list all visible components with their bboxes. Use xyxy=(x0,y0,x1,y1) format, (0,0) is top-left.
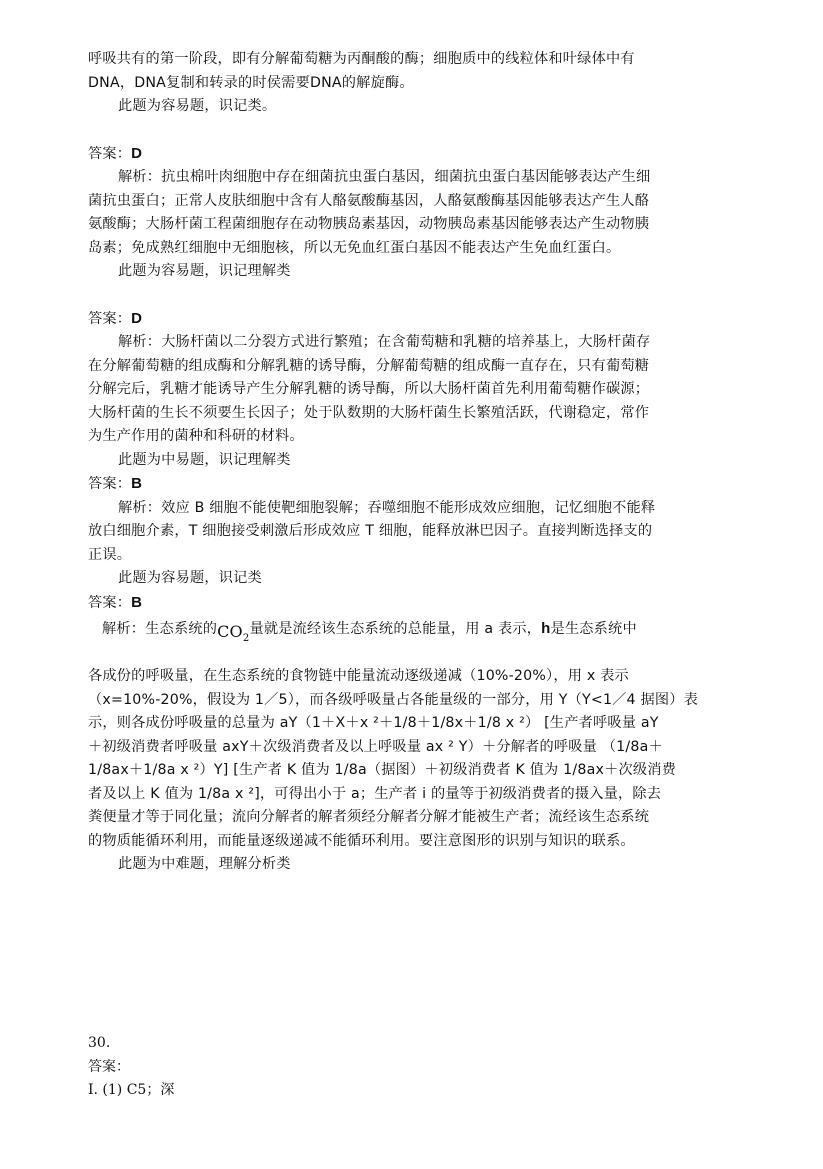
answer-label: 答案： xyxy=(88,1058,130,1075)
analysis-line: 粪便量才等于同化量；流向分解者的解者须经分解者分解才能被生产者；流经该生态系统 xyxy=(88,809,650,826)
document-body xyxy=(88,48,718,877)
co2-formula xyxy=(217,622,250,645)
analysis-line: 氨酸酶；大肠杆菌工程菌细胞存在动物胰岛素基因，动物胰岛素基因能够表达产生动物胰 xyxy=(88,216,650,232)
analysis-line: 为生产作用的菌种和科研的材料。 xyxy=(88,428,304,444)
analysis-text: 解析：生态系统的 xyxy=(102,621,218,637)
analysis-line: 分解完后，乳糖才能诱导产生分解乳糖的诱导酶，所以大肠杆菌首先利用葡萄糖作碳源； xyxy=(88,381,650,397)
co2-subscript: 2 xyxy=(242,633,250,645)
analysis-line: 1/8ax＋1/8a x ²）Y] [生产者 K 值为 1/8a（据图）＋初级消费者 K 值为 1/8ax＋次级消费 xyxy=(88,762,677,779)
answer-line xyxy=(88,591,718,616)
answer-first-line: I. (1) C5；深 xyxy=(88,1082,175,1098)
analysis-line: 菌抗虫蛋白；正常人皮肤细胞中含有人酪氨酸酶基因，人酪氨酸酶基因能够表达产生人酪 xyxy=(88,192,650,209)
h-letter: h xyxy=(541,620,551,637)
analysis-line: 大肠杆菌的生长不须要生长因子；处于队数期的大肠杆菌生长繁殖活跃，代谢稳定，常作 xyxy=(88,404,650,421)
analysis-line: （x=10%-20%，假设为 1／5），而各级呼吸量占各能量级的一部分，用 Y（Y<1／4 据图）表 xyxy=(88,691,699,708)
analysis-line: 岛素；免成熟红细胞中无细胞核，所以无免血红蛋白基因不能表达产生免血红蛋白。 xyxy=(88,239,621,256)
answer-line xyxy=(88,142,718,167)
question-number: 30. xyxy=(88,1035,111,1051)
analysis-line: 的物质能循环利用，而能量逐级递减不能循环利用。要注意图形的识别与知识的联系。 xyxy=(88,832,635,849)
analysis-line: 示，则各成份呼吸量的总量为 aY（1＋X＋x ²＋1/8＋1/8x＋1/8 x ²） [生产者呼吸量 aY xyxy=(88,715,659,732)
answer-label: 答案： xyxy=(88,476,132,492)
analysis-line: ＋初级消费者呼吸量 axY＋次级消费者及以上呼吸量 ax ² Y）＋分解者的呼吸量 （1/8a＋ xyxy=(88,738,663,755)
analysis-line: 者及以上 K 值为 1/8a x ²]，可得出小于 a；生产者 i 的量等于初级消费者的摄入量，除去 xyxy=(88,785,662,802)
answer-value: B xyxy=(131,475,143,492)
answer-line xyxy=(88,472,718,497)
difficulty-note: 此题为中难题，理解分析类 xyxy=(118,856,291,873)
answer-value: B xyxy=(131,593,143,611)
question-30 xyxy=(88,1032,174,1103)
answer-value: D xyxy=(131,144,143,162)
text-line: 呼吸共有的第一阶段，即有分解葡萄糖为丙酮酸的酶；细胞质中的线粒体和叶绿体中有 xyxy=(88,51,635,67)
difficulty-note: 此题为容易题，识记理解类 xyxy=(118,263,291,279)
analysis-text: 是生态系统中 xyxy=(550,621,637,637)
analysis-line: 解析：效应 B 细胞不能使靶细胞裂解；吞噬细胞不能形成效应细胞，记忆细胞不能释 xyxy=(118,499,656,516)
difficulty-note: 此题为容易题，识记类。 xyxy=(118,98,277,114)
analysis-line: 放白细胞介素，T 细胞接受刺激后形成效应 T 细胞，能释放淋巴因子。直接判断选择支的 xyxy=(88,523,653,539)
text-line: DNA，DNA复制和转录的时侯需要DNA的解旋酶。 xyxy=(88,74,414,91)
answer-label: 答案： xyxy=(88,145,132,162)
co2-main: CO xyxy=(217,622,243,641)
analysis-line xyxy=(88,615,718,653)
answer-label: 答案： xyxy=(88,594,132,611)
analysis-line: 解析：大肠杆菌以二分裂方式进行繁殖；在含葡萄糖和乳糖的培养基上，大肠杆菌存 xyxy=(118,334,651,350)
answer-label: 答案： xyxy=(88,310,132,327)
analysis-line: 在分解葡萄糖的组成酶和分解乳糖的诱导酶，分解葡萄糖的组成酶一直存在，只有葡萄糖 xyxy=(88,357,650,374)
difficulty-note: 此题为中易题，识记理解类 xyxy=(118,451,291,468)
analysis-line: 解析：抗虫棉叶肉细胞中存在细菌抗虫蛋白基因，细菌抗虫蛋白基因能够表达产生细 xyxy=(118,169,651,185)
analysis-line: 各成份的呼吸量，在生态系统的食物链中能量流动逐级递减（10%-20%），用 x 表示 xyxy=(88,668,629,685)
answer-line xyxy=(88,307,718,332)
answer-value: D xyxy=(131,309,143,327)
difficulty-note: 此题为容易题，识记类 xyxy=(118,570,262,586)
analysis-text: 量就是流经该生态系统的总能量，用 a 表示， xyxy=(249,621,542,637)
analysis-line: 正误。 xyxy=(88,546,132,563)
